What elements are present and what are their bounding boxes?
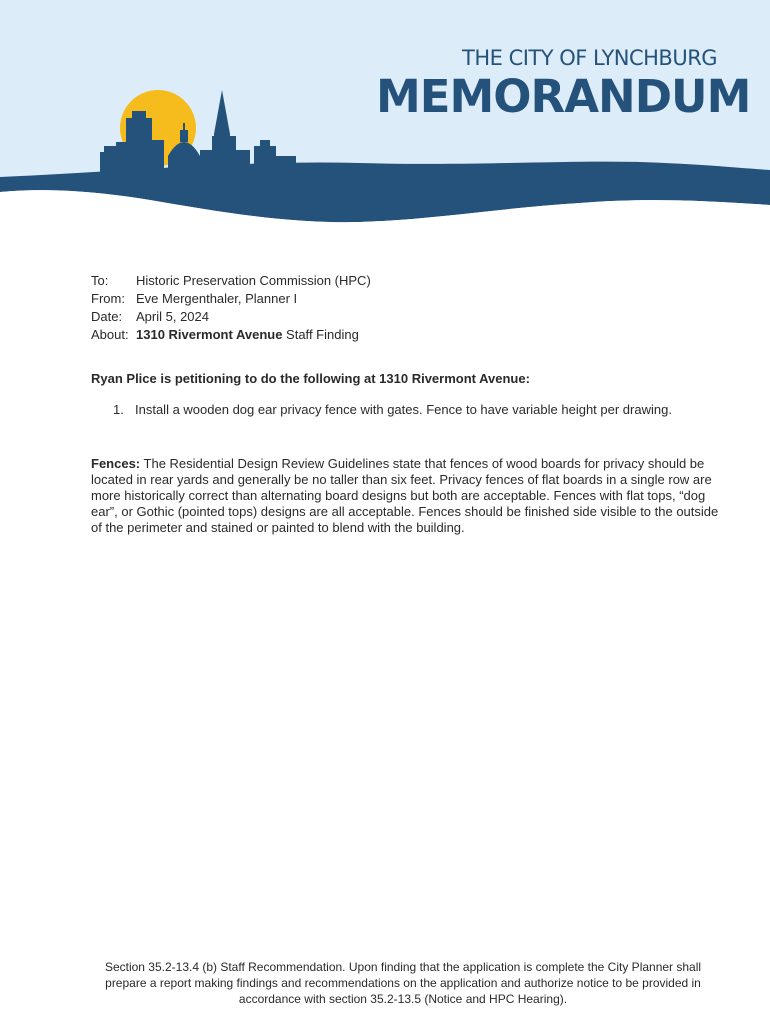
fences-guideline-paragraph <box>91 456 721 536</box>
memo-title: MEMORANDUM <box>376 70 751 123</box>
about-label: About: <box>91 327 129 342</box>
fences-text: The Residential Design Review Guidelines state that fences of wood boards for privacy should be located in rear yards and generally be no taller than six feet. Privacy fences of flat boards in a single row are more historically correct than alternating board designs but both are acceptable. Fences with flat tops, “dog ear”, or Gothic (pointed tops) designs are all acceptable. Fences should be finished side visible to the outside of the perimeter and stained or painted to blend with the building. <box>91 456 719 535</box>
about-suffix: Staff Finding <box>282 327 359 342</box>
list-item-number: 1. <box>113 402 124 417</box>
about-row <box>91 326 371 344</box>
petition-heading: Ryan Plice is petitioning to do the following at 1310 Rivermont Avenue: <box>91 371 530 386</box>
date-row <box>91 308 371 326</box>
list-item <box>113 402 672 417</box>
from-row <box>91 290 371 308</box>
fences-label: Fences: <box>91 456 141 471</box>
date-value: April 5, 2024 <box>136 309 209 324</box>
city-name: THE CITY OF LYNCHBURG <box>462 46 718 70</box>
about-address: 1310 Rivermont Avenue <box>136 327 283 342</box>
from-label: From: <box>91 291 125 306</box>
to-value: Historic Preservation Commission (HPC) <box>136 273 371 288</box>
memo-header-fields <box>91 272 371 344</box>
from-value: Eve Mergenthaler, Planner I <box>136 291 298 306</box>
list-item-text: Install a wooden dog ear privacy fence with gates. Fence to have variable height per drawing. <box>135 402 672 417</box>
about-value <box>136 326 359 344</box>
date-label: Date: <box>91 309 123 324</box>
to-label: To: <box>91 273 109 288</box>
to-row <box>91 272 371 290</box>
footer-section-note: Section 35.2-13.4 (b) Staff Recommendation. Upon finding that the application is complete the City Planner shall prepare a report making findings and recommendations on the application and authorize notice to be provided in accordance with section 35.2-13.5 (Notice and HPC Hearing). <box>104 960 702 1006</box>
